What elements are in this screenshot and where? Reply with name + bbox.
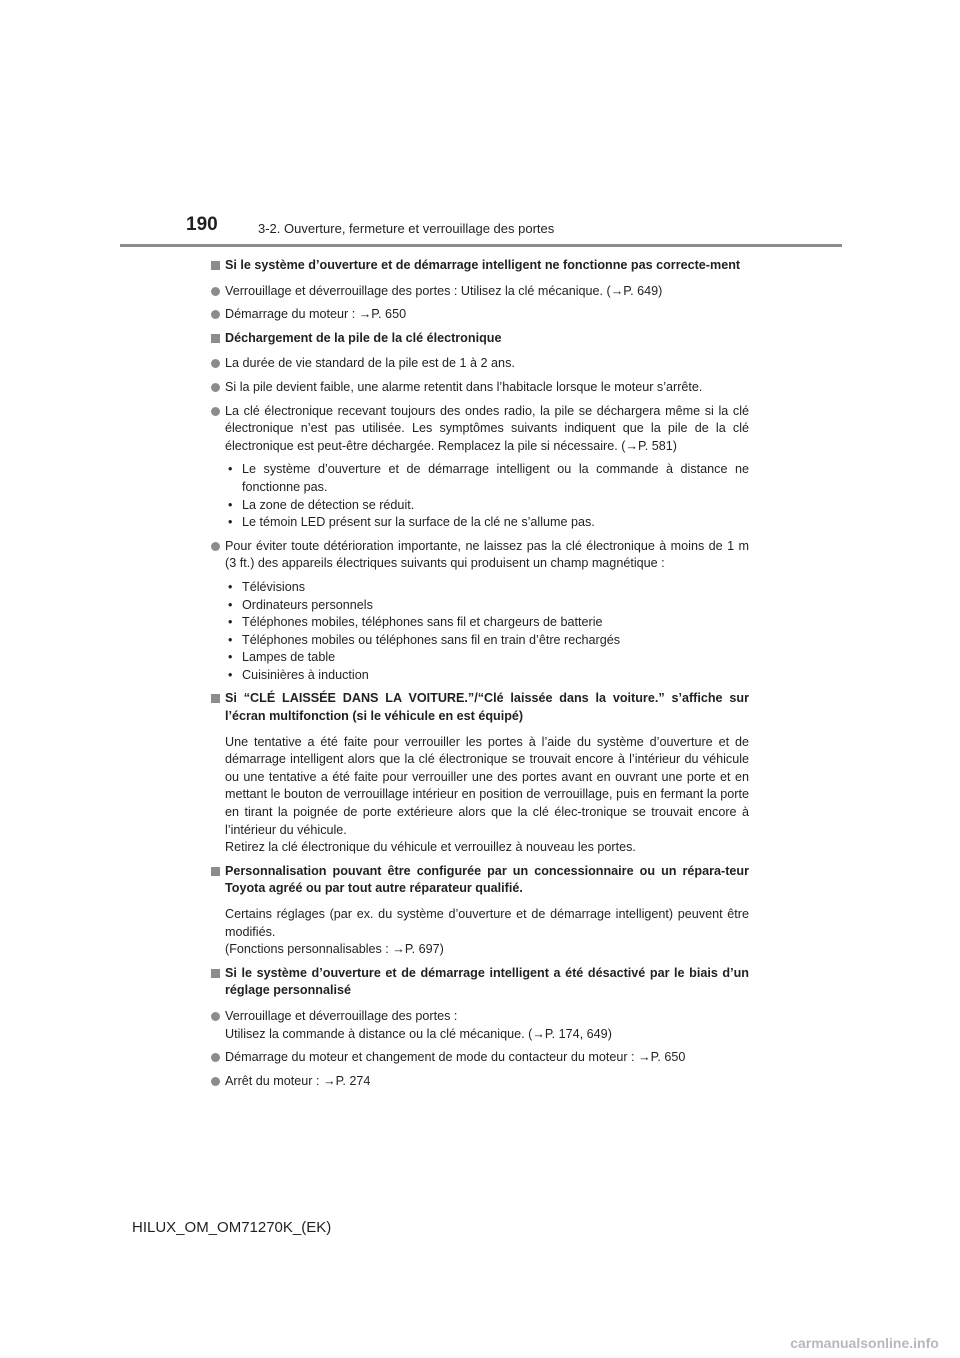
heading-smart-system-failure: Si le système d’ouverture et de démarrage intelligent ne fonctionne pas correcte-ment — [211, 257, 749, 275]
list-item: • Cuisinières à induction — [228, 667, 369, 682]
square-bullet-icon — [211, 969, 220, 978]
list-item: • Le témoin LED présent sur la surface de la clé ne s’allume pas. — [228, 515, 595, 530]
circle-bullet-icon — [211, 407, 220, 416]
page-header — [0, 0, 960, 250]
bullet-item: Démarrage du moteur : →P. 650 — [211, 306, 749, 324]
circle-bullet-icon — [211, 542, 220, 551]
circle-bullet-icon — [211, 359, 220, 368]
bullet-item: Si la pile devient faible, une alarme retentit dans l’habitacle lorsque le moteur s’arrête. — [211, 379, 749, 397]
bullet-item: Arrêt du moteur : →P. 274 — [211, 1073, 749, 1091]
paragraph: Certains réglages (par ex. du système d’ouverture et de démarrage intelligent) peuvent être modifiés. (Fonctions personnalisables : →P. 697) — [225, 907, 749, 957]
list-item: • Le système d’ouverture et de démarrage intelligent ou la commande à distance ne fonctionne pas. — [228, 462, 749, 494]
list-item: • Télévisions — [228, 579, 305, 594]
bullet-item: La durée de vie standard de la pile est de 1 à 2 ans. — [211, 355, 749, 373]
header-rule — [120, 244, 842, 247]
document-code: HILUX_OM_OM71270K_(EK) — [132, 1219, 332, 1236]
list-item: • La zone de détection se réduit. — [228, 497, 415, 512]
bullet-item: Verrouillage et déverrouillage des portes : Utilisez la commande à distance ou la clé mécanique. (→P. 174, 649) — [211, 1008, 749, 1043]
appliance-list — [211, 579, 749, 685]
section-title: 3-2. Ouverture, fermeture et verrouillage des portes — [258, 221, 555, 236]
square-bullet-icon — [211, 261, 220, 270]
watermark: carmanualsonline.info — [769, 1329, 960, 1358]
circle-bullet-icon — [211, 287, 220, 296]
heading-customization: Personnalisation pouvant être configurée par un concessionnaire ou un répara-teur Toyota agréé ou par tout autre réparateur qualifié. — [211, 863, 749, 898]
circle-bullet-icon — [211, 1053, 220, 1062]
heading-battery-depletion: Déchargement de la pile de la clé électronique — [211, 330, 749, 348]
bullet-item: Pour éviter toute détérioration importante, ne laissez pas la clé électronique à moins de 1 m (3 ft.) des appareils électriques suivants qui produisent un champ magnétique : — [211, 538, 749, 573]
circle-bullet-icon — [211, 383, 220, 392]
list-item: • Ordinateurs personnels — [228, 597, 373, 612]
bullet-item: La clé électronique recevant toujours des ondes radio, la pile se déchargera même si la clé électronique n’est pas utilisée. Les symptômes suivants indiquent que la pile de la clé électronique est peut-être déchargée. Remplacez la pile si nécessaire. (→P. 581) — [211, 403, 749, 456]
circle-bullet-icon — [211, 1012, 220, 1021]
square-bullet-icon — [211, 694, 220, 703]
list-item: • Téléphones mobiles, téléphones sans fil et chargeurs de batterie — [228, 615, 603, 630]
circle-bullet-icon — [211, 1077, 220, 1086]
bullet-item: Démarrage du moteur et changement de mode du contacteur du moteur : →P. 650 — [211, 1049, 749, 1067]
square-bullet-icon — [211, 334, 220, 343]
bullet-item: Verrouillage et déverrouillage des portes : Utilisez la clé mécanique. (→P. 649) — [211, 283, 749, 301]
heading-key-left-in-vehicle: Si “CLÉ LAISSÉE DANS LA VOITURE.”/“Clé laissée dans la voiture.” s’affiche sur l’écran multifonction (si le véhicule en est équipé) — [211, 690, 749, 725]
square-bullet-icon — [211, 867, 220, 876]
circle-bullet-icon — [211, 310, 220, 319]
list-item: • Lampes de table — [228, 650, 336, 665]
paragraph: Une tentative a été faite pour verrouiller les portes à l’aide du système d’ouverture et de démarrage intelligent alors que la clé électronique se trouvait encore à l’intérieur du véhicule ou une tentative a été faite pour verrouiller une des portes avant en ouvrant une porte et en mettant le bouton de verrouillage intérieur en position de verrouillage, puis en fermant la porte en tirant la poignée de porte extérieure alors que la clé élec-tronique se trouvait encore à l’intérieur du véhicule. Retirez la clé électronique du véhicule et verrouillez à nouveau les portes. — [225, 734, 749, 855]
page-content — [211, 254, 749, 1096]
heading-system-deactivated: Si le système d’ouverture et de démarrage intelligent a été désactivé par le biais d’un réglage personnalisé — [211, 965, 749, 1000]
list-item: • Téléphones mobiles ou téléphones sans fil en train d’être rechargés — [228, 632, 621, 647]
page-number: 190 — [186, 214, 218, 235]
symptom-list — [211, 461, 749, 531]
